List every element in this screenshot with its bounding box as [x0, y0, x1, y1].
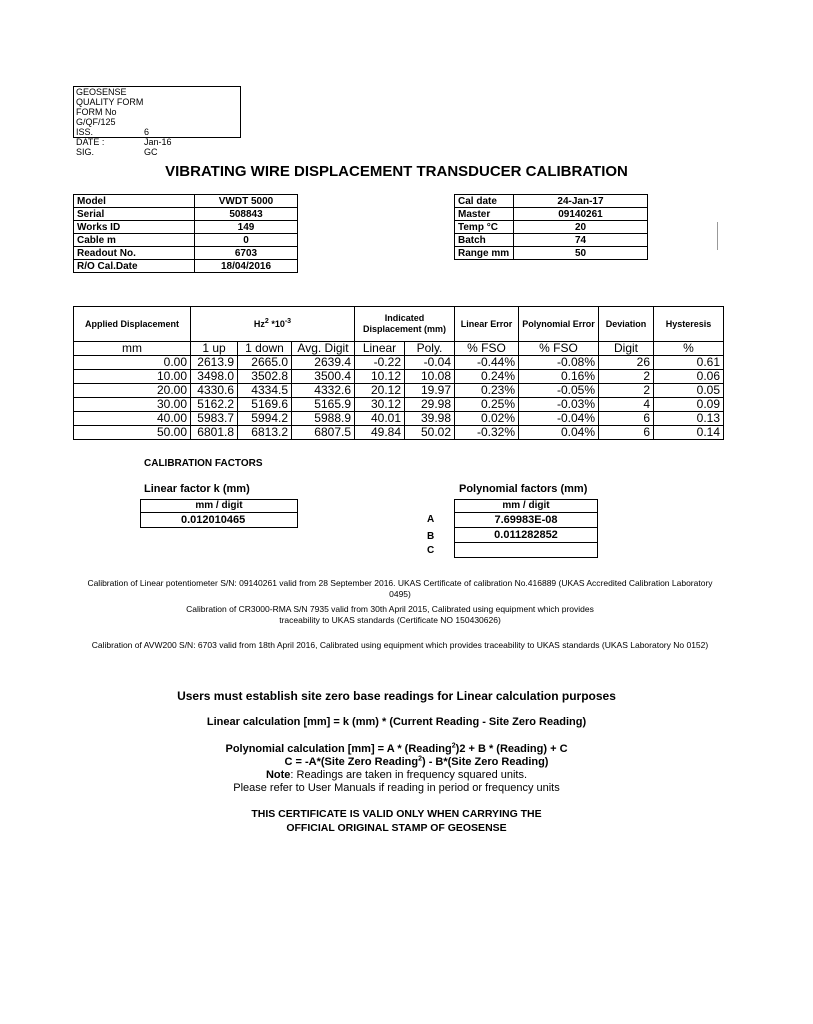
table-cell: 3500.4: [292, 370, 355, 384]
validity-line-1: THIS CERTIFICATE IS VALID ONLY WHEN CARRYING THE: [251, 808, 542, 820]
table-cell: 2639.4: [292, 356, 355, 370]
calibration-table: [73, 306, 724, 440]
table-row: [74, 412, 724, 426]
transducer-info-table: [73, 194, 298, 273]
table-cell: 10.12: [355, 370, 405, 384]
header-deviation: Deviation: [599, 307, 654, 342]
calibration-info-table: [454, 194, 648, 260]
table-cell: 4: [599, 398, 654, 412]
quality-form-key: GEOSENSE QUALITY FORM: [76, 87, 144, 107]
table-cell: 4332.6: [292, 384, 355, 398]
table-cell: 30.12: [355, 398, 405, 412]
quality-form-row: [76, 127, 240, 137]
info-row: [74, 260, 298, 273]
polynomial-factor-unit: mm / digit: [455, 500, 598, 513]
linear-factor-title: Linear factor k (mm): [144, 483, 250, 495]
info-value: 20: [514, 221, 648, 234]
table-cell: 0.09: [654, 398, 724, 412]
unit-cell: % FSO: [455, 342, 519, 356]
margin-mark: [717, 222, 718, 250]
unit-cell: 1 up: [191, 342, 238, 356]
table-cell: 2: [599, 370, 654, 384]
linear-factor-unit: mm / digit: [141, 500, 298, 513]
table-cell: 5983.7: [191, 412, 238, 426]
table-cell: 5169.6: [238, 398, 292, 412]
quality-form-row: [76, 137, 240, 147]
table-cell: 19.97: [405, 384, 455, 398]
unit-cell: %: [654, 342, 724, 356]
info-key: Works ID: [74, 221, 195, 234]
table-cell: 3502.8: [238, 370, 292, 384]
header-hysteresis: Hysteresis: [654, 307, 724, 342]
table-cell: 5162.2: [191, 398, 238, 412]
table-cell: 4334.5: [238, 384, 292, 398]
header-indicated-displacement: Indicated Displacement (mm): [355, 307, 455, 342]
calibration-table-header: [74, 307, 724, 342]
quality-form-value: Jan-16: [144, 137, 172, 147]
quality-form-key: DATE :: [76, 137, 105, 147]
table-cell: -0.22: [355, 356, 405, 370]
table-cell: 6: [599, 412, 654, 426]
table-cell: 10.00: [74, 370, 191, 384]
polynomial-calculation: Polynomial calculation [mm] = A * (Reading$^2$)2 + B * (Reading) + C: [225, 742, 568, 755]
quality-form-value: GC: [144, 147, 158, 157]
info-key: Model: [74, 195, 195, 208]
info-key: Cal date: [455, 195, 514, 208]
calibration-table-units: [74, 342, 724, 356]
calibration-note-linear-potentiometer: Calibration of Linear potentiometer S/N: 09140261 valid from 28 September 2016. UKAS Certificate of calibration No.416889 (UKAS Accredited Calibration Laboratory 0495): [87, 578, 713, 599]
polynomial-factor-b: 0.011282852: [455, 528, 598, 543]
table-cell: 2613.9: [191, 356, 238, 370]
factor-label-a: A: [427, 514, 435, 525]
info-row: [74, 208, 298, 221]
table-cell: 6807.5: [292, 426, 355, 440]
table-cell: 5988.9: [292, 412, 355, 426]
info-row: [74, 195, 298, 208]
table-cell: 6: [599, 426, 654, 440]
info-key: R/O Cal.Date: [74, 260, 195, 273]
header-linear-error: Linear Error: [455, 307, 519, 342]
table-row: [74, 384, 724, 398]
header-hz: Hz$^2$ $*10^{-3}$: [191, 307, 355, 342]
info-value: VWDT 5000: [195, 195, 298, 208]
header-applied-displacement: Applied Displacement: [74, 307, 191, 342]
polynomial-factors-table: [454, 499, 598, 558]
unit-cell: Avg. Digit: [292, 342, 355, 356]
table-cell: 20.12: [355, 384, 405, 398]
unit-cell: 1 down: [238, 342, 292, 356]
zero-base-heading: Users must establish site zero base readings for Linear calculation purposes: [177, 689, 616, 703]
table-cell: 0.14: [654, 426, 724, 440]
table-cell: 0.05: [654, 384, 724, 398]
table-cell: 0.13: [654, 412, 724, 426]
info-value: 508843: [195, 208, 298, 221]
quality-form-key: SIG.: [76, 147, 95, 157]
unit-cell: % FSO: [519, 342, 599, 356]
unit-cell: Poly.: [405, 342, 455, 356]
info-key: Cable m: [74, 234, 195, 247]
info-value: 18/04/2016: [195, 260, 298, 273]
table-row: [74, 398, 724, 412]
table-cell: 0.00: [74, 356, 191, 370]
quality-form-row: [76, 107, 240, 127]
info-value: 50: [514, 247, 648, 260]
quality-form-key: FORM No G/QF/125: [76, 107, 117, 127]
table-cell: 0.16%: [519, 370, 599, 384]
validity-line-2: OFFICIAL ORIGINAL STAMP OF GEOSENSE: [286, 822, 507, 834]
table-cell: 10.08: [405, 370, 455, 384]
c-calculation: C = -A*(Site Zero Reading$^2$) - B*(Site Zero Reading): [284, 755, 549, 768]
quality-form-row: [76, 147, 240, 157]
frequency-units-note: Note: Readings are taken in frequency squared units.: [265, 769, 528, 781]
quality-form-box: [73, 86, 241, 157]
table-cell: 0.25%: [455, 398, 519, 412]
user-manual-reference: Please refer to User Manuals if reading in period or frequency units: [233, 782, 560, 794]
table-cell: 49.84: [355, 426, 405, 440]
info-value: 09140261: [514, 208, 648, 221]
polynomial-factors-title: Polynomial factors (mm): [459, 483, 588, 495]
table-cell: 2665.0: [238, 356, 292, 370]
calibration-note-avw200: Calibration of AVW200 S/N: 6703 valid from 18th April 2016, Calibrated using equipment which provides traceability to UKAS standards (UKAS Laboratory No 0152): [91, 640, 709, 650]
polynomial-factor-c: [455, 543, 598, 558]
table-cell: 50.00: [74, 426, 191, 440]
table-cell: 4330.6: [191, 384, 238, 398]
info-key: Serial: [74, 208, 195, 221]
info-key: Range mm: [455, 247, 514, 260]
info-key: Readout No.: [74, 247, 195, 260]
table-cell: -0.04%: [519, 412, 599, 426]
table-cell: -0.08%: [519, 356, 599, 370]
document-title: VIBRATING WIRE DISPLACEMENT TRANSDUCER CALIBRATION: [165, 163, 628, 180]
unit-cell: Linear: [355, 342, 405, 356]
table-cell: 0.61: [654, 356, 724, 370]
info-row: [455, 234, 648, 247]
table-cell: 0.04%: [519, 426, 599, 440]
table-cell: -0.44%: [455, 356, 519, 370]
polynomial-factor-a: 7.69983E-08: [455, 513, 598, 528]
table-cell: 0.23%: [455, 384, 519, 398]
table-cell: -0.04: [405, 356, 455, 370]
info-value: 24-Jan-17: [514, 195, 648, 208]
quality-form-value: 6: [144, 127, 150, 137]
table-cell: 40.01: [355, 412, 405, 426]
table-cell: 0.06: [654, 370, 724, 384]
table-cell: 0.02%: [455, 412, 519, 426]
quality-form-key: ISS.: [76, 127, 94, 137]
table-cell: 5165.9: [292, 398, 355, 412]
info-row: [74, 234, 298, 247]
linear-factor-table: [140, 499, 298, 528]
table-cell: -0.05%: [519, 384, 599, 398]
table-row: [74, 370, 724, 384]
table-row: [74, 426, 724, 440]
table-cell: 29.98: [405, 398, 455, 412]
table-cell: 0.24%: [455, 370, 519, 384]
quality-form-row: [76, 87, 240, 107]
info-value: 74: [514, 234, 648, 247]
unit-cell: mm: [74, 342, 191, 356]
table-cell: 6801.8: [191, 426, 238, 440]
table-cell: 39.98: [405, 412, 455, 426]
table-cell: -0.32%: [455, 426, 519, 440]
table-cell: 20.00: [74, 384, 191, 398]
unit-cell: Digit: [599, 342, 654, 356]
calibration-factors-title: CALIBRATION FACTORS: [144, 458, 263, 469]
info-value: 0: [195, 234, 298, 247]
info-value: 6703: [195, 247, 298, 260]
table-row: [74, 356, 724, 370]
info-row: [74, 247, 298, 260]
table-cell: -0.03%: [519, 398, 599, 412]
info-row: [74, 221, 298, 234]
table-cell: 40.00: [74, 412, 191, 426]
table-cell: 5994.2: [238, 412, 292, 426]
header-polynomial-error: Polynomial Error: [519, 307, 599, 342]
info-row: [455, 195, 648, 208]
linear-factor-value: 0.012010465: [141, 513, 298, 528]
info-value: 149: [195, 221, 298, 234]
info-row: [455, 247, 648, 260]
table-cell: 50.02: [405, 426, 455, 440]
info-row: [455, 208, 648, 221]
info-row: [455, 221, 648, 234]
table-cell: 6813.2: [238, 426, 292, 440]
factor-label-b: B: [427, 531, 435, 542]
table-cell: 3498.0: [191, 370, 238, 384]
table-cell: 30.00: [74, 398, 191, 412]
factor-label-c: C: [427, 545, 435, 556]
info-key: Batch: [455, 234, 514, 247]
calibration-note-cr3000: Calibration of CR3000-RMA S/N 7935 valid from 30th April 2015, Calibrated using equipment which provides traceability to UKAS standards (Certificate NO 150430626): [186, 604, 594, 625]
linear-calculation: Linear calculation [mm] = k (mm) * (Current Reading - Site Zero Reading): [206, 716, 587, 728]
info-key: Master: [455, 208, 514, 221]
table-cell: 26: [599, 356, 654, 370]
table-cell: 2: [599, 384, 654, 398]
info-key: Temp °C: [455, 221, 514, 234]
